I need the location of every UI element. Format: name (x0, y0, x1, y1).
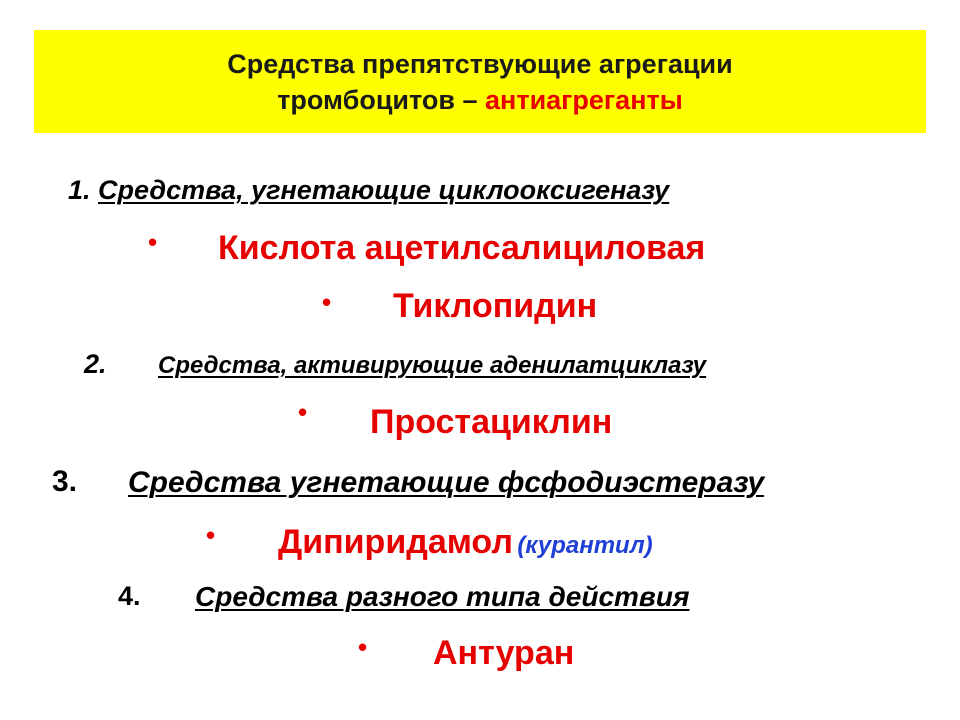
group-3-heading: Средства угнетающие фсфодиэстеразу (128, 466, 765, 499)
group-4-number: 4. (118, 581, 141, 611)
group-2-item-1-bullet (298, 397, 307, 428)
group-1-heading: Средства, угнетающие циклооксигеназу (98, 175, 670, 205)
title-line-1: Средства препятствующие агрегации (227, 48, 733, 79)
title-accent-term: антиагреганты (485, 84, 683, 115)
drug-acetylsalicylic-acid: Кислота ацетилсалициловая (218, 229, 706, 267)
bullet-icon: • (298, 397, 308, 427)
bullet-icon: • (322, 287, 332, 317)
bullet-icon: • (206, 520, 216, 550)
group-1-heading-row (68, 175, 669, 206)
group-3-item-1-bullet (206, 520, 215, 551)
group-1-number: 1. (68, 175, 91, 205)
slide-title-box (34, 30, 926, 133)
title-line-2-text: тромбоцитов – (277, 84, 486, 115)
group-2-number: 2. (84, 349, 107, 379)
drug-dipyridamole: Дипиридамол (278, 523, 513, 561)
bullet-icon: • (358, 632, 368, 662)
title-line-2 (277, 82, 683, 118)
group-1-item-2-bullet (322, 287, 331, 318)
group-1-item-1 (148, 229, 157, 268)
group-3-item-1 (278, 523, 653, 562)
drug-dipyridamole-note: (курантил) (517, 532, 653, 559)
group-2-heading: Средства, активирующие аденилатциклазу (158, 352, 707, 379)
drug-ticlopidine: Тиклопидин (393, 287, 598, 325)
group-3-number: 3. (52, 465, 78, 498)
group-4-heading: Средства разного типа действия (195, 581, 690, 612)
bullet-icon: • (148, 227, 158, 257)
drug-prostacyclin: Простациклин (370, 403, 613, 441)
drug-anturan: Антуран (433, 634, 575, 672)
group-4-item-1-bullet (358, 632, 367, 663)
